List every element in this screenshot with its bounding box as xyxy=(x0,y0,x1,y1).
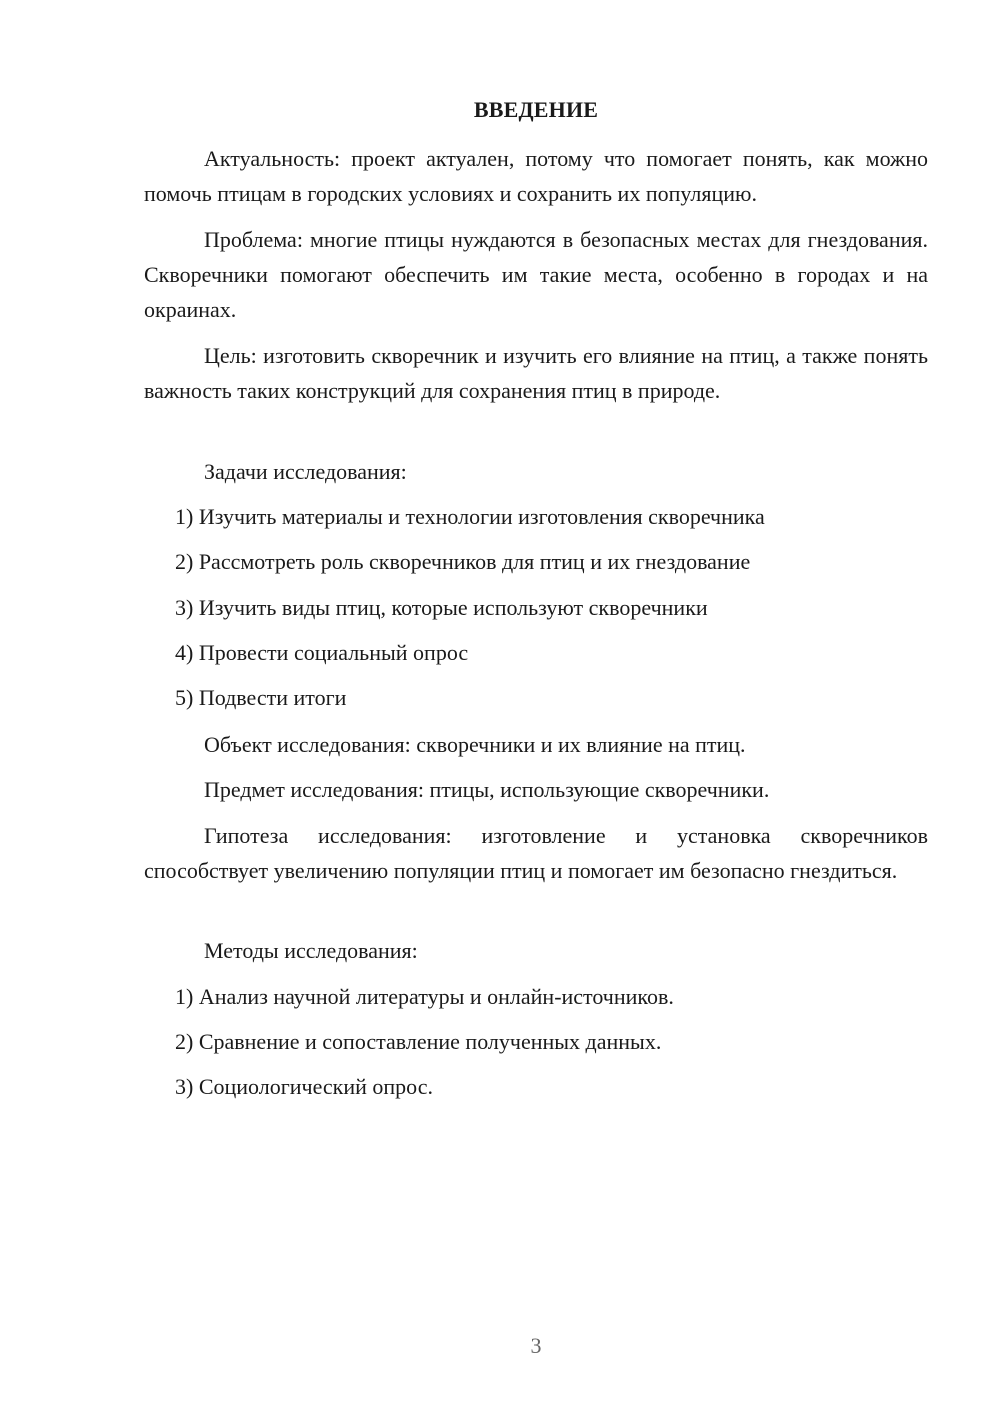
task-item: 4) Провести социальный опрос xyxy=(175,640,469,665)
task-item: 5) Подвести итоги xyxy=(175,685,347,710)
problem-paragraph: Проблема: многие птицы нуждаются в безопасных местах для гнездования. Скворечники помогают обеспечить им такие места, особенно в городах и на окраинах. xyxy=(144,227,928,322)
relevance-paragraph: Актуальность: проект актуален, потому что помогает понять, как можно помочь птицам в городских условиях и сохранить их популяцию. xyxy=(144,146,928,206)
method-item: 2) Сравнение и сопоставление полученных данных. xyxy=(175,1029,662,1054)
subject-paragraph: Предмет исследования: птицы, использующие скворечники. xyxy=(204,777,770,802)
methods-title: Методы исследования: xyxy=(204,938,418,963)
method-item: 3) Социологический опрос. xyxy=(175,1074,433,1099)
task-item: 1) Изучить материалы и технологии изготовления скворечника xyxy=(175,504,765,529)
object-paragraph: Объект исследования: скворечники и их влияние на птиц. xyxy=(204,732,746,757)
page-title: ВВЕДЕНИЕ xyxy=(473,97,599,122)
hypothesis-paragraph: Гипотеза исследования: изготовление и установка скворечников способствует увеличению популяции птиц и помогает им безопасно гнездиться. xyxy=(144,823,928,883)
task-item: 3) Изучить виды птиц, которые используют скворечники xyxy=(175,595,708,620)
method-item: 1) Анализ научной литературы и онлайн-источников. xyxy=(175,984,674,1009)
tasks-title: Задачи исследования: xyxy=(204,459,407,484)
goal-paragraph: Цель: изготовить скворечник и изучить его влияние на птиц, а также понять важность таких конструкций для сохранения птиц в природе. xyxy=(144,343,928,403)
page-number: 3 xyxy=(530,1333,542,1358)
task-item: 2) Рассмотреть роль скворечников для птиц и их гнездование xyxy=(175,549,751,574)
